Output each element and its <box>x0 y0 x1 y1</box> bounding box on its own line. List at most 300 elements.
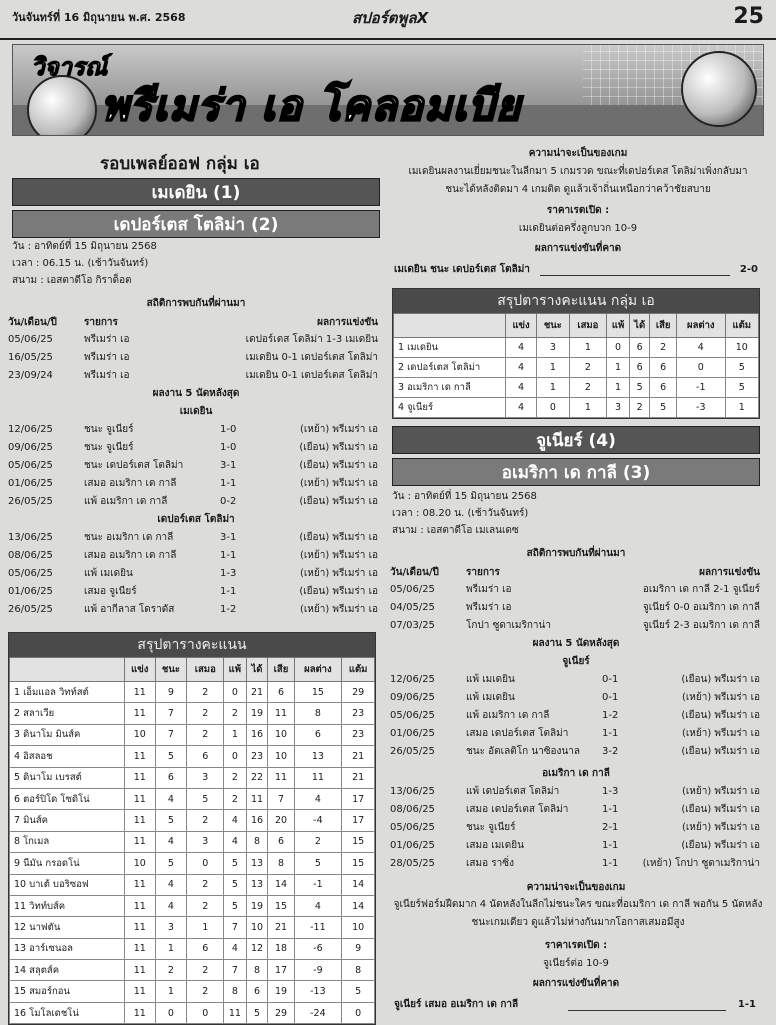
form-opponent: แพ้ เดปอร์เตส โตลิม่า <box>466 786 560 797</box>
table-cell: 0 <box>224 746 246 767</box>
h2h-header-2: วัน/เดือน/ปี รายการ ผลการแข่งขัน <box>390 567 760 578</box>
form-row <box>8 421 380 438</box>
form-row <box>390 801 762 818</box>
table-cell: 11 <box>268 703 294 724</box>
group-standings <box>393 313 759 418</box>
form-score: 0-1 <box>602 674 619 685</box>
table-cell: 0 <box>187 853 224 874</box>
table-row <box>10 1002 375 1023</box>
table-cell: 11 <box>125 1002 156 1023</box>
form-row <box>390 783 762 800</box>
h2h-competition: พรีเมร่า เอ <box>84 352 130 363</box>
table-cell: 0 <box>187 1002 224 1023</box>
form-date: 01/06/25 <box>8 586 53 597</box>
form-score: 0-1 <box>602 692 619 703</box>
form-date: 26/05/25 <box>390 746 435 757</box>
table-cell: 5 <box>629 378 649 398</box>
table-cell: 14 <box>342 874 375 895</box>
table-cell: 0 <box>224 682 246 703</box>
form-row <box>8 583 380 600</box>
table-row <box>10 981 375 1002</box>
table-cell: 4 <box>676 338 725 358</box>
soccer-ball-icon <box>681 51 757 127</box>
table-col-header: แพ้ <box>607 314 630 338</box>
prediction-text-2: จูเนียร์ฟอร์มฝืดมาก 4 นัดหลังในลีกไม่ชนะใคร ขณะที่อเมริกา เด กาลี พอกัน 5 นัดหลังชนะเกมเดียว ดูแล้วไม่ห่างกันมากโอกาสเสมอมีสูง <box>393 899 763 928</box>
league-table <box>8 632 376 1025</box>
form-score: 1-1 <box>602 728 619 739</box>
form-date: 26/05/25 <box>8 496 53 507</box>
form-row <box>390 837 762 854</box>
table-cell: 4 <box>155 895 187 916</box>
form-team-b-2: อเมริกา เด กาลี <box>542 768 610 779</box>
form-opponent: แพ้ อเมริกา เด กาลี <box>466 710 550 721</box>
form-venue: (เยือน) พรีเมร่า เอ <box>299 586 378 597</box>
table-cell: 8 <box>246 831 268 852</box>
group-table-title: สรุปตารางคะแนน กลุ่ม เอ <box>393 289 759 313</box>
table-cell: 5 <box>224 853 246 874</box>
team-name: 2 เดปอร์เตส โตลิม่า <box>394 358 506 378</box>
table-cell: 2 <box>224 703 246 724</box>
form-venue: (เหย้า) พรีเมร่า เอ <box>681 692 760 703</box>
team-name: 9 นีมัน กรอดโน่ <box>10 853 125 874</box>
form-score: 2-1 <box>602 822 619 833</box>
table-cell: 9 <box>342 938 375 959</box>
form-opponent: เสมอ เมเดยิน <box>466 840 524 851</box>
form-team-a: เมเดยิน <box>179 406 213 417</box>
table-cell: 22 <box>246 767 268 788</box>
table-cell: 7 <box>268 788 294 809</box>
h2h-result: เมเดยิน 0-1 เดปอร์เตส โตลิม่า <box>245 352 378 363</box>
form-title-2: ผลงาน 5 นัดหลังสุด <box>532 638 620 649</box>
table-cell: 21 <box>342 767 375 788</box>
home-team-bar-2: จูเนียร์ (4) <box>392 426 760 454</box>
table-cell: 29 <box>342 682 375 703</box>
odds-value: เมเดยินต่อครึ่งลูกบวก 10-9 <box>518 223 638 234</box>
team-name: 3 ดินาโม มินส์ค <box>10 724 125 745</box>
table-cell: 1 <box>607 378 630 398</box>
table-cell: 11 <box>268 767 294 788</box>
table-cell: 0 <box>676 358 725 378</box>
table-cell: 0 <box>537 398 569 418</box>
team-name: 6 ตอร์ปิโด โซดิโน่ <box>10 788 125 809</box>
table-cell: 11 <box>125 895 156 916</box>
table-cell: 7 <box>155 724 187 745</box>
form-opponent: เสมอ อเมริกา เด กาลี <box>84 478 177 489</box>
table-row <box>10 874 375 895</box>
form-venue: (เยือน) พรีเมร่า เอ <box>681 710 760 721</box>
table-cell: 1 <box>725 398 758 418</box>
group-table <box>392 288 760 419</box>
h2h-competition: พรีเมร่า เอ <box>84 334 130 345</box>
table-cell: 11 <box>125 981 156 1002</box>
table-cell: 11 <box>125 917 156 938</box>
round-title: รอบเพลย์ออฟ กลุ่ม เอ <box>100 154 260 174</box>
table-cell: 2 <box>155 960 187 981</box>
form-opponent: เสมอ เดปอร์เตส โตลิม่า <box>466 728 569 739</box>
team-name: 4 อิสลอช <box>10 746 125 767</box>
table-cell: 19 <box>268 981 294 1002</box>
form-score: 0-2 <box>220 496 237 507</box>
forecast-title-2: ผลการแข่งขันที่คาด <box>532 978 620 989</box>
form-venue: (เหย้า) โกปา ซูดาเมริกาน่า <box>642 858 760 869</box>
table-cell: 0 <box>342 1002 375 1023</box>
table-cell: -4 <box>294 810 342 831</box>
prediction-title-2: ความน่าจะเป็นของเกม <box>526 882 626 893</box>
form-opponent: แพ้ เมเดยิน <box>466 692 515 703</box>
form-row <box>390 671 762 688</box>
table-cell: 4 <box>506 358 537 378</box>
match-venue: สนาม : เอสตาดีโอ เมเลนเดซ <box>392 525 519 536</box>
form-venue: (เหย้า) พรีเมร่า เอ <box>299 568 378 579</box>
table-col-header: เสมอ <box>569 314 607 338</box>
table-cell: 15 <box>294 682 342 703</box>
table-cell: 2 <box>187 960 224 981</box>
form-venue: (เยือน) พรีเมร่า เอ <box>681 804 760 815</box>
team-name: 3 อเมริกา เด กาลี <box>394 378 506 398</box>
h2h-date: 07/03/25 <box>390 620 435 631</box>
table-cell: 6 <box>246 981 268 1002</box>
table-cell: 2 <box>569 358 607 378</box>
h2h-date: 04/05/25 <box>390 602 435 613</box>
form-opponent: เสมอ เดปอร์เตส โตลิม่า <box>466 804 569 815</box>
table-cell: 11 <box>125 703 156 724</box>
table-cell: 4 <box>224 810 246 831</box>
table-cell: 1 <box>155 938 187 959</box>
form-date: 12/06/25 <box>390 674 435 685</box>
table-cell: 4 <box>224 938 246 959</box>
table-row <box>10 853 375 874</box>
table-cell: 10 <box>725 338 758 358</box>
table-cell: 7 <box>224 960 246 981</box>
form-score: 3-1 <box>220 460 237 471</box>
table-cell: 6 <box>650 378 677 398</box>
form-team-b: เดปอร์เตส โตลิม่า <box>157 514 235 525</box>
away-team-bar-2: อเมริกา เด กาลี (3) <box>392 458 760 486</box>
table-cell: 6 <box>294 724 342 745</box>
forecast-score: 2-0 <box>739 264 758 275</box>
form-row <box>390 855 762 872</box>
form-venue: (เยือน) พรีเมร่า เอ <box>681 840 760 851</box>
h2h-row <box>390 617 762 634</box>
table-cell: 6 <box>629 338 649 358</box>
table-cell: 5 <box>224 895 246 916</box>
forecast-underline <box>540 275 730 276</box>
form-row <box>390 707 762 724</box>
form-venue: (เหย้า) พรีเมร่า เอ <box>681 728 760 739</box>
table-cell: 5 <box>725 358 758 378</box>
table-cell: 17 <box>268 960 294 981</box>
table-cell: 1 <box>187 917 224 938</box>
form-row <box>390 743 762 760</box>
table-cell: 0 <box>155 1002 187 1023</box>
table-cell: 2 <box>294 831 342 852</box>
h2h-result: จูเนียร์ 2-3 อเมริกา เด กาลี <box>642 620 760 631</box>
h2h-row <box>8 331 380 348</box>
h2h-row <box>390 599 762 616</box>
prediction-title: ความน่าจะเป็นของเกม <box>528 148 628 159</box>
form-date: 12/06/25 <box>8 424 53 435</box>
table-cell: 1 <box>224 724 246 745</box>
table-row <box>10 746 375 767</box>
h2h-result: เมเดยิน 0-1 เดปอร์เตส โตลิม่า <box>245 370 378 381</box>
table-cell: 11 <box>125 831 156 852</box>
table-cell: 2 <box>187 981 224 1002</box>
table-row <box>394 398 759 418</box>
team-name: 14 สลุตส์ค <box>10 960 125 981</box>
table-cell: 1 <box>155 981 187 1002</box>
team-name: 16 โมโลเดชโน่ <box>10 1002 125 1023</box>
table-col-header: แพ้ <box>224 658 246 682</box>
form-date: 09/06/25 <box>8 442 53 453</box>
team-name: 10 บาเต้ บอริซอฟ <box>10 874 125 895</box>
prediction-text: เมเดยินผลงานเยี่ยมชนะในลีกมา 5 เกมรวด ขณะที่เดปอร์เตส โตลิม่าเพิ่งกลับมาชนะได้หลังติดมา 4 เกมติด ดูแล้วเจ้าถิ่นเหนือกว่าคว้าชัยสบาย <box>408 166 748 195</box>
table-col-header: ผลต่าง <box>294 658 342 682</box>
table-row <box>394 338 759 358</box>
table-cell: 2 <box>187 682 224 703</box>
form-title: ผลงาน 5 นัดหลังสุด <box>152 388 240 399</box>
form-venue: (เยือน) พรีเมร่า เอ <box>681 746 760 757</box>
form-score: 1-3 <box>602 786 619 797</box>
table-cell: 11 <box>224 1002 246 1023</box>
form-venue: (เยือน) พรีเมร่า เอ <box>681 674 760 685</box>
table-cell: 6 <box>187 938 224 959</box>
table-cell: 8 <box>268 853 294 874</box>
table-col-header: แต้ม <box>725 314 758 338</box>
table-cell: 1 <box>569 398 607 418</box>
table-row <box>10 703 375 724</box>
form-row <box>390 689 762 706</box>
form-opponent: ชนะ เดปอร์เตส โตลิม่า <box>84 460 184 471</box>
table-cell: 2 <box>629 398 649 418</box>
h2h-result: จูเนียร์ 0-0 อเมริกา เด กาลี <box>642 602 760 613</box>
form-date: 08/06/25 <box>390 804 435 815</box>
form-score: 3-1 <box>220 532 237 543</box>
table-cell: 11 <box>125 746 156 767</box>
table-row <box>10 810 375 831</box>
form-score: 1-1 <box>602 804 619 815</box>
table-cell: 11 <box>125 810 156 831</box>
table-cell: 1 <box>607 358 630 378</box>
table-cell: 14 <box>342 895 375 916</box>
title-banner <box>12 44 764 136</box>
table-cell: 8 <box>342 960 375 981</box>
table-cell: 11 <box>125 788 156 809</box>
form-date: 05/06/25 <box>390 710 435 721</box>
odds-value-2: จูเนียร์ต่อ 10-9 <box>543 958 609 969</box>
newspaper-logo: สปอร์ตพูลX <box>352 9 429 27</box>
table-col-header: เสมอ <box>187 658 224 682</box>
form-opponent: แพ้ อเมริกา เด กาลี <box>84 496 168 507</box>
table-col-header: แต้ม <box>342 658 375 682</box>
form-date: 08/06/25 <box>8 550 53 561</box>
table-cell: 2 <box>187 724 224 745</box>
table-cell: 10 <box>125 724 156 745</box>
table-cell: 15 <box>268 895 294 916</box>
table-col-header: ผลต่าง <box>676 314 725 338</box>
table-cell: 17 <box>342 810 375 831</box>
form-row <box>8 439 380 456</box>
table-cell: 4 <box>294 788 342 809</box>
table-cell: 5 <box>224 874 246 895</box>
table-cell: 4 <box>155 874 187 895</box>
table-cell: 2 <box>650 338 677 358</box>
h2h-competition: พรีเมร่า เอ <box>466 584 512 595</box>
h2h-date: 23/09/24 <box>8 370 53 381</box>
match-day: วัน : อาทิตย์ที่ 15 มิถุนายน 2568 <box>392 491 537 502</box>
form-date: 01/06/25 <box>390 840 435 851</box>
table-cell: 21 <box>268 917 294 938</box>
form-row <box>8 565 380 582</box>
form-score: 1-1 <box>220 586 237 597</box>
form-score: 1-3 <box>220 568 237 579</box>
form-venue: (เหย้า) พรีเมร่า เอ <box>299 550 378 561</box>
table-cell: 11 <box>294 767 342 788</box>
team-name: 1 เมเดยิน <box>394 338 506 358</box>
table-cell: 13 <box>246 853 268 874</box>
table-cell: 4 <box>506 398 537 418</box>
table-cell: 23 <box>342 703 375 724</box>
table-cell: 4 <box>506 378 537 398</box>
table-cell: 5 <box>155 746 187 767</box>
table-cell: 10 <box>246 917 268 938</box>
table-cell: 21 <box>342 746 375 767</box>
table-row <box>10 724 375 745</box>
table-row <box>10 938 375 959</box>
issue-date: วันจันทร์ที่ 16 มิถุนายน พ.ศ. 2568 <box>12 11 186 24</box>
h2h-row <box>8 367 380 384</box>
table-row <box>10 895 375 916</box>
table-cell: -13 <box>294 981 342 1002</box>
form-venue: (เยือน) พรีเมร่า เอ <box>299 442 378 453</box>
form-score: 1-1 <box>220 550 237 561</box>
table-cell: 2 <box>224 767 246 788</box>
form-date: 13/06/25 <box>8 532 53 543</box>
table-cell: 20 <box>268 810 294 831</box>
h2h-title: สถิติการพบกันที่ผ่านมา <box>146 298 246 309</box>
table-cell: -1 <box>294 874 342 895</box>
form-venue: (เยือน) พรีเมร่า เอ <box>299 496 378 507</box>
table-cell: 21 <box>246 682 268 703</box>
table-cell: 10 <box>268 746 294 767</box>
form-score: 1-1 <box>602 858 619 869</box>
table-cell: 3 <box>187 831 224 852</box>
table-cell: 8 <box>246 960 268 981</box>
table-cell: 10 <box>125 853 156 874</box>
h2h-competition: พรีเมร่า เอ <box>84 370 130 381</box>
table-cell: 3 <box>155 917 187 938</box>
home-team-bar: เมเดยิน (1) <box>12 178 380 206</box>
table-row <box>10 917 375 938</box>
table-cell: -9 <box>294 960 342 981</box>
table-cell: 9 <box>155 682 187 703</box>
team-name: 12 นาฟตัน <box>10 917 125 938</box>
table-row <box>10 960 375 981</box>
match-time: เวลา : 06.15 น. (เช้าวันจันทร์) <box>12 258 149 269</box>
table-cell: 11 <box>125 682 156 703</box>
form-row <box>8 493 380 510</box>
table-cell: 3 <box>607 398 630 418</box>
table-row <box>394 358 759 378</box>
match-info <box>12 238 380 289</box>
form-opponent: แพ้ เมเดยิน <box>466 674 515 685</box>
forecast-underline <box>568 1010 726 1011</box>
h2h-row <box>8 349 380 366</box>
form-opponent: เสมอ ราซิ่ง <box>466 858 514 869</box>
team-name: 8 โกเมล <box>10 831 125 852</box>
form-row <box>8 529 380 546</box>
form-opponent: เสมอ จูเนียร์ <box>84 586 137 597</box>
form-opponent: ชนะ อเมริกา เด กาลี <box>84 532 174 543</box>
table-col-header: ชนะ <box>537 314 569 338</box>
h2h-result: เดปอร์เตส โตลิม่า 1-3 เมเดยิน <box>245 334 378 345</box>
table-cell: 10 <box>342 917 375 938</box>
form-row <box>8 457 380 474</box>
table-cell: 6 <box>650 358 677 378</box>
table-cell: 2 <box>569 378 607 398</box>
h2h-competition: พรีเมร่า เอ <box>466 602 512 613</box>
match-time: เวลา : 08.20 น. (เช้าวันจันทร์) <box>392 508 529 519</box>
form-venue: (เยือน) พรีเมร่า เอ <box>299 532 378 543</box>
form-opponent: ชนะ อัตเลติโก นาซิองนาล <box>466 746 581 757</box>
table-cell: 13 <box>294 746 342 767</box>
table-cell: 2 <box>187 895 224 916</box>
form-row <box>390 725 762 742</box>
team-name: 2 สลาเวีย <box>10 703 125 724</box>
form-date: 01/06/25 <box>390 728 435 739</box>
team-name: 4 จูเนียร์ <box>394 398 506 418</box>
form-score: 1-2 <box>220 604 237 615</box>
odds-title-2: ราคาเรตเปิด : <box>544 940 608 951</box>
form-opponent: ชนะ จูเนียร์ <box>84 424 134 435</box>
table-col-header: ได้ <box>629 314 649 338</box>
table-row <box>10 682 375 703</box>
table-col-header: เสีย <box>268 658 294 682</box>
form-venue: (เหย้า) พรีเมร่า เอ <box>299 478 378 489</box>
form-team-a-2: จูเนียร์ <box>562 656 590 667</box>
h2h-header: วัน/เดือน/ปี รายการ ผลการแข่งขัน <box>8 317 378 328</box>
forecast-text: จูเนียร์ เสมอ อเมริกา เด กาลี <box>394 999 519 1010</box>
table-cell: 5 <box>155 853 187 874</box>
table-cell: 6 <box>268 682 294 703</box>
table-cell: 11 <box>125 960 156 981</box>
form-date: 26/05/25 <box>8 604 53 615</box>
form-score: 1-1 <box>220 478 237 489</box>
table-row <box>10 831 375 852</box>
table-cell: 5 <box>187 788 224 809</box>
table-cell: 13 <box>246 874 268 895</box>
table-row <box>10 788 375 809</box>
table-cell: -6 <box>294 938 342 959</box>
table-cell: 11 <box>125 874 156 895</box>
table-cell: 5 <box>155 810 187 831</box>
form-score: 3-2 <box>602 746 619 757</box>
table-cell: 5 <box>294 853 342 874</box>
form-opponent: ชนะ จูเนียร์ <box>84 442 134 453</box>
h2h-date: 05/06/25 <box>390 584 435 595</box>
team-name: 15 สมอร์กอน <box>10 981 125 1002</box>
table-col-header: เสีย <box>650 314 677 338</box>
table-cell: 16 <box>246 724 268 745</box>
table-cell: 11 <box>125 938 156 959</box>
form-row <box>8 547 380 564</box>
table-cell: 16 <box>246 810 268 831</box>
match-info-2 <box>392 488 760 539</box>
form-score: 1-0 <box>220 424 237 435</box>
forecast-title: ผลการแข่งขันที่คาด <box>534 243 622 254</box>
table-cell: 5 <box>725 378 758 398</box>
table-cell: 17 <box>342 788 375 809</box>
table-col-header: แข่ง <box>506 314 537 338</box>
